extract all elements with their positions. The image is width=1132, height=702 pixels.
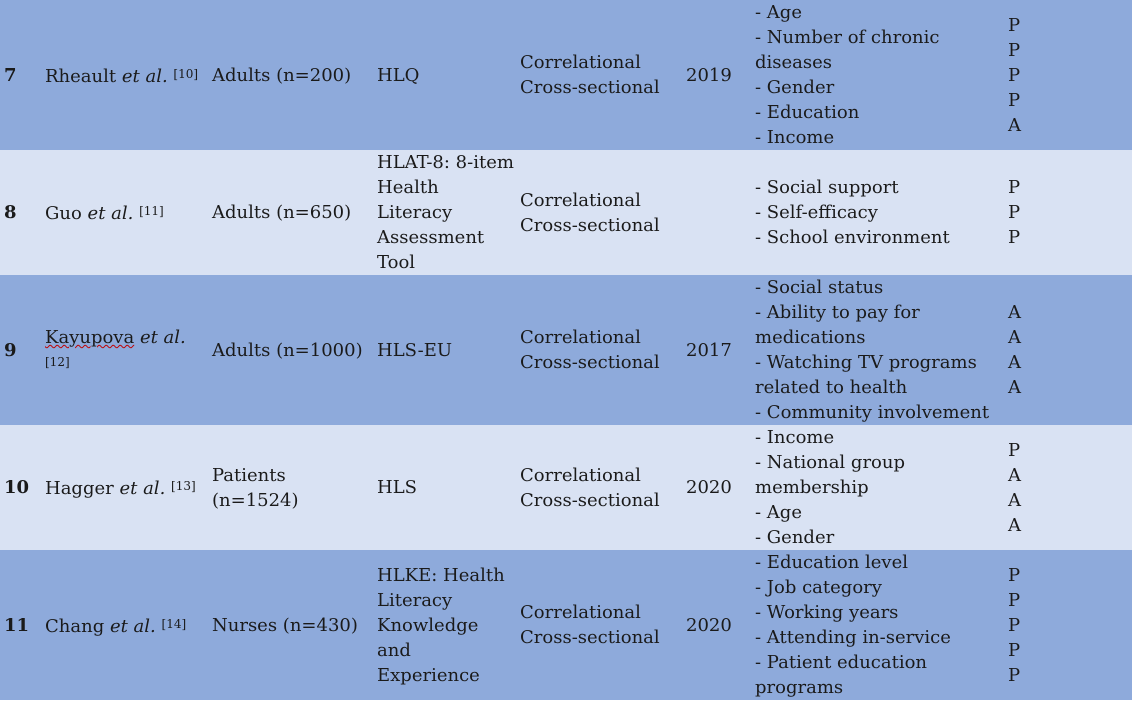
study-year: 2017 [682,275,751,425]
factor-line: - Education [755,102,860,123]
effect-line: A [1008,489,1021,511]
factor-line: - Income [755,427,835,448]
effect-line: P [1008,564,1021,586]
et-al: et al. [139,327,186,348]
factor-line: diseases [755,52,833,73]
author-name: Chang [45,615,105,637]
author-name: Hagger [45,478,114,499]
study-population: Patients (n=1524) [208,425,373,550]
factor-line: - Gender [755,527,835,548]
effect-line: P [1008,39,1021,61]
factor-line: - Self-efficacy [755,202,878,223]
factor-line: - Community involvement [755,402,990,423]
study-population: Adults (n=200) [208,0,373,150]
design-type: Correlational [520,327,641,348]
effect-line: A [1008,114,1021,136]
study-effects [1004,150,1132,275]
study-year: 2019 [682,0,751,150]
effect-line: P [1008,439,1021,461]
author-name: Guo [45,203,82,224]
et-al: et al. [87,203,134,224]
factor-line: - Watching TV programs [755,352,977,373]
study-author [41,550,208,700]
factor-line: - Ability to pay for [755,302,920,323]
table-row [0,150,1132,275]
study-number: 7 [0,0,41,150]
study-population: Adults (n=1000) [208,275,373,425]
study-design [516,550,682,700]
study-factors [751,0,1004,150]
factor-line: - School environment [755,227,950,248]
study-instrument: HLS-EU [373,275,516,425]
factor-line: - Attending in-service [755,627,951,648]
factor-line: - Education level [755,552,908,573]
study-design [516,425,682,550]
study-effects [1004,550,1132,700]
study-population: Nurses (n=430) [208,550,373,700]
factor-line: - Income [755,127,835,148]
study-author [41,275,208,425]
effect-line: A [1008,377,1021,398]
factor-line: - Patient education [755,652,928,673]
factor-line: related to health [755,377,908,398]
effect-line: A [1008,464,1021,486]
study-author [41,150,208,275]
study-effects [1004,425,1132,550]
effect-line: A [1008,352,1021,373]
author-name: Rheault [45,65,117,87]
table-row [0,425,1132,550]
study-design [516,0,682,150]
table-row [0,0,1132,150]
study-year: 2020 [682,425,751,550]
citation-ref: [14] [161,616,187,631]
citation-ref: [13] [171,479,196,493]
study-factors [751,425,1004,550]
et-al: et al. [119,478,166,499]
effect-line: P [1008,64,1021,86]
author-name: Kayupova [45,327,135,348]
factor-line: medications [755,327,866,348]
factor-line: programs [755,677,844,698]
study-factors [751,150,1004,275]
design-timing: Cross-sectional [520,489,660,511]
effect-line: P [1008,202,1021,223]
factor-line: - Social status [755,277,884,298]
study-number: 10 [0,425,41,550]
effect-line: P [1008,14,1021,36]
study-instrument: HLKE: Health Literacy Knowledge and Experience [373,550,516,700]
design-timing: Cross-sectional [520,627,660,648]
design-timing: Cross-sectional [520,214,660,236]
effect-line: P [1008,614,1021,636]
citation-ref: [11] [139,204,164,218]
study-number: 9 [0,275,41,425]
design-timing: Cross-sectional [520,77,660,98]
study-population: Adults (n=650) [208,150,373,275]
design-type: Correlational [520,52,641,73]
factor-line: - Job category [755,577,882,598]
design-timing: Cross-sectional [520,352,660,373]
study-factors [751,550,1004,700]
study-effects [1004,0,1132,150]
effect-line: A [1008,302,1021,323]
study-author [41,0,208,150]
design-type: Correlational [520,602,641,623]
study-year: 2020 [682,550,751,700]
study-effects [1004,275,1132,425]
factor-line: - Social support [755,177,899,198]
study-author [41,425,208,550]
study-design [516,150,682,275]
study-number: 11 [0,550,41,700]
factor-line: - Gender [755,77,835,98]
study-number: 8 [0,150,41,275]
factor-line: - Working years [755,602,899,623]
effect-line: A [1008,327,1021,348]
study-year [682,150,751,275]
citation-ref: [12] [45,355,70,369]
effect-line: P [1008,639,1021,661]
table-row [0,275,1132,425]
effect-line: A [1008,514,1021,536]
design-type: Correlational [520,189,641,211]
design-type: Correlational [520,464,641,486]
table-row [0,550,1132,700]
factor-line: - Age [755,2,802,23]
factor-line: - Age [755,502,802,523]
et-al: et al. [109,615,156,637]
factor-line: - Number of chronic [755,27,940,48]
factor-line: membership [755,477,869,498]
et-al: et al. [121,65,168,87]
study-instrument: HLS [373,425,516,550]
effect-line: P [1008,89,1021,111]
study-design [516,275,682,425]
effect-line: P [1008,589,1021,611]
study-instrument: HLQ [373,0,516,150]
factor-line: - National group [755,452,905,473]
study-factors [751,275,1004,425]
study-instrument: HLAT-8: 8-item Health Literacy Assessment Tool [373,150,516,275]
effect-line: P [1008,227,1021,248]
citation-ref: [10] [173,66,199,81]
effect-line: P [1008,664,1021,686]
effect-line: P [1008,177,1021,198]
